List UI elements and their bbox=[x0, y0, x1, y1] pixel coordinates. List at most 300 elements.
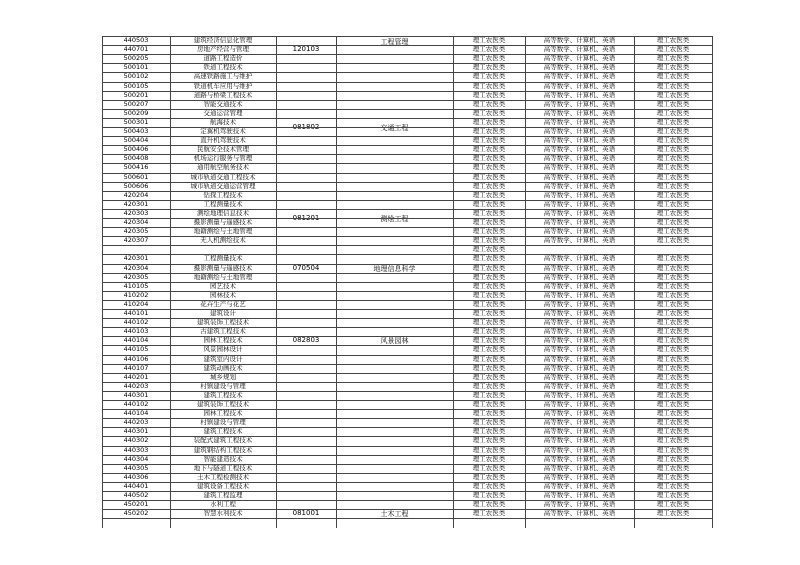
row-divider bbox=[102, 36, 712, 37]
cell-subj: 高等数学、计算机、英语 bbox=[543, 154, 616, 163]
row-divider bbox=[102, 291, 712, 292]
cell-type: 理工农医类 bbox=[656, 318, 690, 327]
cell-type: 理工农医类 bbox=[656, 117, 690, 126]
row-divider bbox=[102, 91, 712, 92]
row-divider bbox=[102, 163, 712, 164]
cell-subj: 高等数学、计算机、英语 bbox=[543, 227, 616, 236]
row-divider bbox=[102, 218, 712, 219]
cell-name: 铁道工程技术 bbox=[203, 63, 243, 72]
cell-code: 440104 bbox=[123, 336, 149, 345]
cell-subj: 高等数学、计算机、英语 bbox=[543, 491, 616, 499]
cell-code: 500102 bbox=[123, 72, 149, 81]
row-divider bbox=[102, 82, 712, 83]
cell-cat: 理工农医类 bbox=[472, 90, 506, 99]
cell-type: 理工农医类 bbox=[656, 63, 690, 72]
cell-cat: 理工农医类 bbox=[472, 327, 506, 336]
admissions-table bbox=[102, 36, 712, 528]
column-divider bbox=[336, 36, 337, 528]
row-divider bbox=[102, 418, 712, 419]
cell-name: 村镇建设与管理 bbox=[200, 381, 246, 390]
cell-name: 建筑工程监理 bbox=[203, 491, 243, 499]
row-divider bbox=[102, 373, 712, 374]
cell-name: 土木工程检测技术 bbox=[197, 472, 249, 481]
group-code: 120103 bbox=[292, 45, 320, 54]
cell-name: 园林技术 bbox=[210, 290, 236, 299]
cell-subj: 高等数学、计算机、英语 bbox=[543, 390, 616, 399]
cell-subj: 高等数学、计算机、英语 bbox=[543, 290, 616, 299]
cell-name: 民航安全技术管理 bbox=[197, 145, 249, 154]
cell-type: 理工农医类 bbox=[656, 154, 690, 163]
cell-type: 理工农医类 bbox=[656, 254, 690, 263]
cell-name: 建筑设备工程技术 bbox=[197, 481, 249, 490]
cell-type: 理工农医类 bbox=[656, 218, 690, 226]
cell-type: 理工农医类 bbox=[656, 436, 690, 445]
row-divider bbox=[102, 154, 712, 155]
cell-cat: 理工农医类 bbox=[472, 181, 506, 190]
cell-type: 理工农医类 bbox=[656, 472, 690, 481]
column-divider bbox=[276, 36, 277, 528]
group-name: 风景园林 bbox=[380, 337, 409, 346]
row-divider bbox=[102, 482, 712, 483]
cell-type: 理工农医类 bbox=[656, 500, 690, 509]
cell-type: 理工农医类 bbox=[656, 272, 690, 281]
cell-code: 440106 bbox=[123, 354, 149, 363]
cell-cat: 理工农医类 bbox=[472, 445, 506, 454]
cell-cat: 理工农医类 bbox=[472, 509, 506, 518]
row-divider bbox=[102, 200, 712, 201]
cell-code: 440301 bbox=[123, 427, 149, 436]
cell-type: 理工农医类 bbox=[656, 454, 690, 463]
cell-name: 花卉生产与花艺 bbox=[200, 299, 246, 308]
cell-subj: 高等数学、计算机、英语 bbox=[543, 190, 616, 199]
cell-cat: 理工农医类 bbox=[472, 309, 506, 317]
cell-type: 理工农医类 bbox=[656, 54, 690, 63]
cell-type: 理工农医类 bbox=[656, 172, 690, 181]
row-divider bbox=[102, 191, 712, 192]
cell-subj: 高等数学、计算机、英语 bbox=[543, 509, 616, 518]
cell-subj: 高等数学、计算机、英语 bbox=[543, 99, 616, 108]
row-divider bbox=[102, 473, 712, 474]
column-divider bbox=[453, 36, 454, 528]
cell-subj: 高等数学、计算机、英语 bbox=[543, 199, 616, 208]
cell-code: 440306 bbox=[123, 472, 149, 481]
cell-subj: 高等数学、计算机、英语 bbox=[543, 500, 616, 509]
cell-code: 420204 bbox=[123, 190, 149, 199]
cell-name: 水利工程 bbox=[210, 500, 236, 509]
column-divider bbox=[170, 36, 171, 528]
cell-code: 440103 bbox=[123, 327, 149, 336]
row-divider bbox=[102, 100, 712, 101]
row-divider bbox=[102, 309, 712, 310]
cell-name: 城市轨道交通运营管理 bbox=[190, 181, 256, 190]
row-divider bbox=[102, 409, 712, 410]
row-divider bbox=[102, 446, 712, 447]
cell-name: 建筑设计 bbox=[210, 309, 236, 317]
cell-code: 440102 bbox=[123, 318, 149, 327]
cell-type: 理工农医类 bbox=[656, 390, 690, 399]
cell-name: 机场运行服务与管理 bbox=[193, 154, 253, 163]
cell-type: 理工农医类 bbox=[656, 309, 690, 317]
cell-cat: 理工农医类 bbox=[472, 418, 506, 427]
cell-type: 理工农医类 bbox=[656, 427, 690, 436]
cell-cat: 理工农医类 bbox=[472, 172, 506, 181]
cell-cat: 理工农医类 bbox=[472, 427, 506, 436]
cell-code: 420301 bbox=[123, 199, 149, 208]
cell-cat: 理工农医类 bbox=[472, 63, 506, 72]
cell-code: 500101 bbox=[123, 63, 149, 72]
cell-cat: 理工农医类 bbox=[472, 45, 506, 54]
cell-cat: 理工农医类 bbox=[472, 236, 506, 245]
cell-name: 城乡规划 bbox=[210, 372, 236, 381]
cell-name: 建筑动画技术 bbox=[203, 363, 243, 372]
cell-type: 理工农医类 bbox=[656, 127, 690, 135]
cell-name: 定翼机驾驶技术 bbox=[200, 127, 246, 135]
cell-name: 建筑钢结构工程技术 bbox=[193, 445, 253, 454]
cell-code: 440101 bbox=[123, 309, 149, 317]
cell-code: 440102 bbox=[123, 400, 149, 408]
cell-cat: 理工农医类 bbox=[472, 281, 506, 290]
cell-name: 工程测量技术 bbox=[203, 254, 243, 263]
cell-code: 500601 bbox=[123, 172, 149, 181]
cell-subj: 高等数学、计算机、英语 bbox=[543, 454, 616, 463]
cell-cat: 理工农医类 bbox=[472, 345, 506, 354]
cell-name: 装配式建筑工程技术 bbox=[193, 436, 253, 445]
cell-cat: 理工农医类 bbox=[472, 154, 506, 163]
cell-cat: 理工农医类 bbox=[472, 263, 506, 272]
row-divider bbox=[102, 273, 712, 274]
row-divider bbox=[102, 127, 712, 128]
group-name: 交通工程 bbox=[380, 123, 409, 132]
cell-type: 理工农医类 bbox=[656, 481, 690, 490]
row-divider bbox=[102, 427, 712, 428]
row-divider bbox=[102, 327, 712, 328]
cell-name: 地下与隧道工程技术 bbox=[193, 463, 253, 472]
cell-subj bbox=[525, 245, 634, 254]
cell-cat: 理工农医类 bbox=[472, 472, 506, 481]
cell-type: 理工农医类 bbox=[656, 409, 690, 418]
cell-name: 城市轨道交通工程技术 bbox=[190, 172, 256, 181]
cell-cat: 理工农医类 bbox=[472, 199, 506, 208]
row-divider bbox=[102, 364, 712, 365]
cell-cat: 理工农医类 bbox=[472, 36, 506, 44]
cell-code: 500408 bbox=[123, 154, 149, 163]
cell-name: 建筑工程技术 bbox=[203, 427, 243, 436]
row-divider bbox=[102, 54, 712, 55]
cell-code: 440305 bbox=[123, 463, 149, 472]
row-divider bbox=[102, 182, 712, 183]
cell-subj: 高等数学、计算机、英语 bbox=[543, 136, 616, 145]
cell-type: 理工农医类 bbox=[656, 299, 690, 308]
row-divider bbox=[102, 63, 712, 64]
cell-subj: 高等数学、计算机、英语 bbox=[543, 127, 616, 135]
cell-type: 理工农医类 bbox=[656, 263, 690, 272]
cell-code bbox=[102, 245, 170, 254]
cell-type: 理工农医类 bbox=[656, 181, 690, 190]
cell-cat: 理工农医类 bbox=[472, 272, 506, 281]
cell-subj: 高等数学、计算机、英语 bbox=[543, 327, 616, 336]
row-divider bbox=[102, 400, 712, 401]
cell-cat: 理工农医类 bbox=[472, 481, 506, 490]
cell-type: 理工农医类 bbox=[656, 136, 690, 145]
cell-name: 建筑装饰工程技术 bbox=[197, 400, 249, 408]
cell-type: 理工农医类 bbox=[656, 509, 690, 518]
cell-subj: 高等数学、计算机、英语 bbox=[543, 208, 616, 217]
row-divider bbox=[102, 455, 712, 456]
cell-subj: 高等数学、计算机、英语 bbox=[543, 45, 616, 54]
group-name: 工程管理 bbox=[380, 38, 409, 46]
row-divider bbox=[102, 382, 712, 383]
cell-type: 理工农医类 bbox=[656, 491, 690, 499]
cell-type: 理工农医类 bbox=[656, 208, 690, 217]
cell-code: 420305 bbox=[123, 227, 149, 236]
column-divider bbox=[634, 36, 635, 528]
cell-subj: 高等数学、计算机、英语 bbox=[543, 254, 616, 263]
cell-cat: 理工农医类 bbox=[472, 227, 506, 236]
row-divider bbox=[102, 145, 712, 146]
cell-name: 园林工程技术 bbox=[203, 409, 243, 418]
cell-subj: 高等数学、计算机、英语 bbox=[543, 436, 616, 445]
row-divider bbox=[102, 118, 712, 119]
cell-code: 440302 bbox=[123, 436, 149, 445]
cell-name: 钻探工程技术 bbox=[203, 190, 243, 199]
cell-subj: 高等数学、计算机、英语 bbox=[543, 236, 616, 245]
cell-type: 理工农医类 bbox=[656, 372, 690, 381]
cell-subj: 高等数学、计算机、英语 bbox=[543, 117, 616, 126]
cell-name: 园艺技术 bbox=[210, 281, 236, 290]
cell-subj: 高等数学、计算机、英语 bbox=[543, 263, 616, 272]
cell-code: 500105 bbox=[123, 81, 149, 90]
group-name: 测绘工程 bbox=[380, 214, 409, 223]
cell-name: 园林工程技术 bbox=[203, 336, 243, 345]
row-divider bbox=[102, 345, 712, 346]
cell-code: 500201 bbox=[123, 90, 149, 99]
cell-code: 440105 bbox=[123, 345, 149, 354]
cell-name: 工程测量技术 bbox=[203, 199, 243, 208]
cell-code: 500406 bbox=[123, 145, 149, 154]
cell-code: 440502 bbox=[123, 491, 149, 499]
row-divider bbox=[102, 500, 712, 501]
row-divider bbox=[102, 109, 712, 110]
cell-type: 理工农医类 bbox=[656, 227, 690, 236]
cell-name: 智慧水利技术 bbox=[203, 509, 243, 518]
cell-cat: 理工农医类 bbox=[472, 208, 506, 217]
cell-code: 440107 bbox=[123, 363, 149, 372]
cell-cat: 理工农医类 bbox=[472, 108, 506, 117]
row-divider bbox=[102, 254, 712, 255]
cell-type: 理工农医类 bbox=[656, 81, 690, 90]
cell-cat: 理工农医类 bbox=[472, 354, 506, 363]
cell-subj: 高等数学、计算机、英语 bbox=[543, 36, 616, 44]
cell-type: 理工农医类 bbox=[656, 108, 690, 117]
cell-code: 440304 bbox=[123, 454, 149, 463]
cell-name: 直升机驾驶技术 bbox=[200, 136, 246, 145]
cell-subj: 高等数学、计算机、英语 bbox=[543, 472, 616, 481]
cell-subj: 高等数学、计算机、英语 bbox=[543, 318, 616, 327]
cell-code: 420307 bbox=[123, 236, 149, 245]
cell-code: 500404 bbox=[123, 136, 149, 145]
cell-subj: 高等数学、计算机、英语 bbox=[543, 336, 616, 345]
cell-subj: 高等数学、计算机、英语 bbox=[543, 372, 616, 381]
group-name: 土木工程 bbox=[380, 510, 409, 519]
cell-subj: 高等数学、计算机、英语 bbox=[543, 463, 616, 472]
cell-name: 地籍测绘与土地管理 bbox=[193, 272, 253, 281]
cell-cat: 理工农医类 bbox=[472, 127, 506, 135]
cell-type: 理工农医类 bbox=[656, 199, 690, 208]
cell-cat: 理工农医类 bbox=[472, 299, 506, 308]
row-divider bbox=[102, 264, 712, 265]
cell-cat: 理工农医类 bbox=[472, 163, 506, 172]
row-divider bbox=[102, 236, 712, 237]
cell-cat: 理工农医类 bbox=[472, 99, 506, 108]
cell-subj: 高等数学、计算机、英语 bbox=[543, 108, 616, 117]
row-divider bbox=[102, 518, 712, 519]
cell-type: 理工农医类 bbox=[656, 463, 690, 472]
row-divider bbox=[102, 509, 712, 510]
cell-subj: 高等数学、计算机、英语 bbox=[543, 309, 616, 317]
cell-subj: 高等数学、计算机、英语 bbox=[543, 427, 616, 436]
cell-cat: 理工农医类 bbox=[472, 145, 506, 154]
cell-type: 理工农医类 bbox=[656, 99, 690, 108]
cell-subj: 高等数学、计算机、英语 bbox=[543, 272, 616, 281]
cell-name: 房地产经营与管理 bbox=[197, 45, 249, 54]
row-divider bbox=[102, 173, 712, 174]
cell-name: 航海技术 bbox=[210, 117, 236, 126]
cell-subj: 高等数学、计算机、英语 bbox=[543, 181, 616, 190]
cell-name: 村镇建设与管理 bbox=[200, 418, 246, 427]
cell-subj: 高等数学、计算机、英语 bbox=[543, 281, 616, 290]
cell-code: 440401 bbox=[123, 481, 149, 490]
cell-name: 通用航空航务技术 bbox=[197, 163, 249, 172]
cell-code: 420303 bbox=[123, 208, 149, 217]
cell-name: 智能建造技术 bbox=[203, 454, 243, 463]
cell-cat: 理工农医类 bbox=[472, 81, 506, 90]
cell-subj: 高等数学、计算机、英语 bbox=[543, 409, 616, 418]
cell-type: 理工农医类 bbox=[656, 354, 690, 363]
cell-name: 智能交通技术 bbox=[203, 99, 243, 108]
cell-code: 440203 bbox=[123, 418, 149, 427]
cell-type: 理工农医类 bbox=[656, 281, 690, 290]
cell-type: 理工农医类 bbox=[656, 190, 690, 199]
cell-cat: 理工农医类 bbox=[472, 454, 506, 463]
group-code: 081001 bbox=[292, 509, 320, 518]
cell-type: 理工农医类 bbox=[656, 381, 690, 390]
column-divider bbox=[525, 36, 526, 528]
row-divider bbox=[102, 391, 712, 392]
cell-name: 建筑室内设计 bbox=[203, 354, 243, 363]
cell-name: 测绘地理信息技术 bbox=[197, 208, 249, 217]
cell-name: 高速铁路施工与维护 bbox=[193, 72, 253, 81]
cell-cat: 理工农医类 bbox=[472, 463, 506, 472]
cell-code: 420304 bbox=[123, 263, 149, 272]
cell-subj: 高等数学、计算机、英语 bbox=[543, 90, 616, 99]
cell-cat: 理工农医类 bbox=[472, 117, 506, 126]
cell-subj: 高等数学、计算机、英语 bbox=[543, 345, 616, 354]
cell-code: 500416 bbox=[123, 163, 149, 172]
cell-cat: 理工农医类 bbox=[472, 336, 506, 345]
cell-code: 420304 bbox=[123, 218, 149, 226]
cell-code: 500403 bbox=[123, 127, 149, 135]
row-divider bbox=[102, 45, 712, 46]
cell-code: 500205 bbox=[123, 54, 149, 63]
cell-subj: 高等数学、计算机、英语 bbox=[543, 172, 616, 181]
cell-name: 摄影测量与遥感技术 bbox=[193, 218, 253, 226]
cell-subj: 高等数学、计算机、英语 bbox=[543, 163, 616, 172]
cell-subj: 高等数学、计算机、英语 bbox=[543, 381, 616, 390]
cell-code: 420301 bbox=[123, 254, 149, 263]
row-divider bbox=[102, 245, 712, 246]
cell-cat: 理工农医类 bbox=[472, 400, 506, 408]
cell-subj: 高等数学、计算机、英语 bbox=[543, 363, 616, 372]
cell-type: 理工农医类 bbox=[656, 163, 690, 172]
cell-name: 铁道机车应用与维护 bbox=[193, 81, 253, 90]
row-divider bbox=[102, 491, 712, 492]
cell-name: 无人机测绘技术 bbox=[200, 236, 246, 245]
cell-type: 理工农医类 bbox=[656, 363, 690, 372]
cell-subj: 高等数学、计算机、英语 bbox=[543, 354, 616, 363]
cell-name: 建筑装饰工程技术 bbox=[197, 318, 249, 327]
cell-type: 理工农医类 bbox=[656, 345, 690, 354]
cell-subj: 高等数学、计算机、英语 bbox=[543, 81, 616, 90]
row-divider bbox=[102, 355, 712, 356]
cell-name: 建筑经济信息化管理 bbox=[193, 36, 253, 44]
group-code: 082803 bbox=[292, 336, 320, 345]
cell-cat: 理工农医类 bbox=[472, 190, 506, 199]
cell-subj: 高等数学、计算机、英语 bbox=[543, 418, 616, 427]
cell-code: 500301 bbox=[123, 117, 149, 126]
cell-type: 理工农医类 bbox=[656, 327, 690, 336]
cell-cat: 理工农医类 bbox=[472, 136, 506, 145]
cell-cat: 理工农医类 bbox=[472, 290, 506, 299]
cell-type: 理工农医类 bbox=[656, 418, 690, 427]
cell-cat: 理工农医类 bbox=[472, 390, 506, 399]
cell-subj: 高等数学、计算机、英语 bbox=[543, 54, 616, 63]
cell-type: 理工农医类 bbox=[656, 145, 690, 154]
cell-code: 440201 bbox=[123, 372, 149, 381]
row-divider bbox=[102, 227, 712, 228]
cell-name: 建筑工程技术 bbox=[203, 390, 243, 399]
cell-type bbox=[634, 245, 712, 254]
cell-cat: 理工农医类 bbox=[472, 436, 506, 445]
cell-code: 500209 bbox=[123, 108, 149, 117]
cell-code: 410105 bbox=[123, 281, 149, 290]
cell-cat: 理工农医类 bbox=[472, 409, 506, 418]
cell-cat: 理工农医类 bbox=[472, 54, 506, 63]
cell-name: 摄影测量与遥感技术 bbox=[193, 263, 253, 272]
row-divider bbox=[102, 136, 712, 137]
row-divider bbox=[102, 336, 712, 337]
group-code: 081201 bbox=[292, 213, 320, 222]
cell-cat: 理工农医类 bbox=[472, 218, 506, 226]
cell-code: 440701 bbox=[123, 45, 149, 54]
cell-code: 440301 bbox=[123, 390, 149, 399]
cell-name: 交通运营管理 bbox=[203, 108, 243, 117]
cell-code: 410202 bbox=[123, 290, 149, 299]
cell-code: 440104 bbox=[123, 409, 149, 418]
cell-type: 理工农医类 bbox=[656, 36, 690, 44]
cell-name bbox=[170, 245, 276, 254]
cell-cat: 理工农医类 bbox=[472, 500, 506, 509]
cell-subj: 高等数学、计算机、英语 bbox=[543, 299, 616, 308]
cell-cat: 理工农医类 bbox=[472, 254, 506, 263]
cell-type: 理工农医类 bbox=[656, 90, 690, 99]
cell-subj: 高等数学、计算机、英语 bbox=[543, 145, 616, 154]
cell-cat: 理工农医类 bbox=[472, 381, 506, 390]
cell-code: 450202 bbox=[123, 509, 149, 518]
cell-cat: 理工农医类 bbox=[472, 318, 506, 327]
row-divider bbox=[102, 282, 712, 283]
row-divider bbox=[102, 300, 712, 301]
cell-subj: 高等数学、计算机、英语 bbox=[543, 481, 616, 490]
